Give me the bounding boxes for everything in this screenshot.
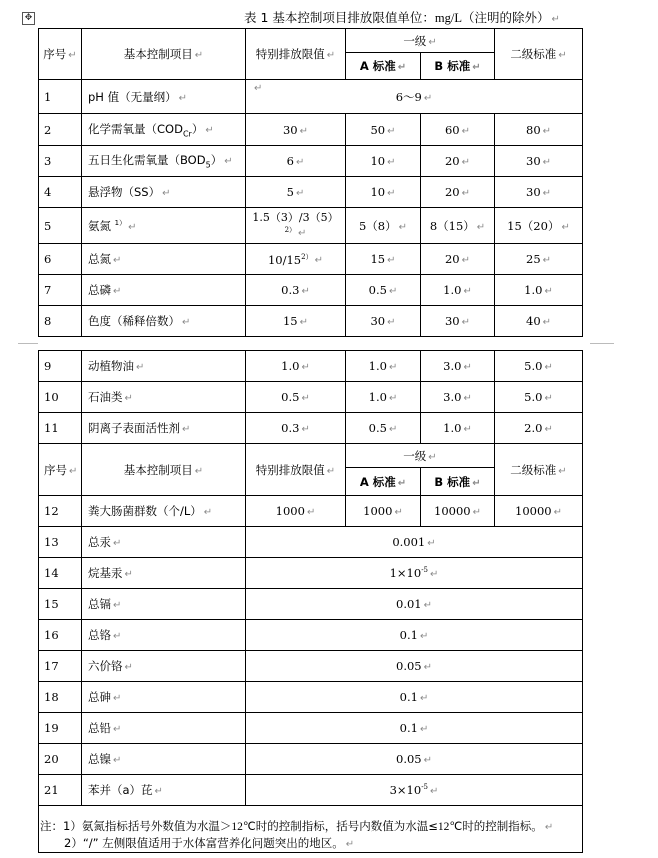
- table-row: [39, 713, 583, 744]
- paragraph-mark-icon: ↵: [387, 188, 396, 199]
- b-standard-value: 3.0 ↵: [421, 382, 495, 413]
- second-grade-value: 80 ↵: [495, 114, 583, 146]
- row-number: 1: [39, 80, 82, 114]
- item-name: 总汞 ↵: [82, 527, 246, 558]
- row-number: 21: [39, 775, 82, 806]
- paragraph-mark-icon: ↵: [68, 50, 77, 61]
- paragraph-mark-icon: ↵: [387, 317, 396, 328]
- paragraph-mark-icon: ↵: [69, 465, 78, 477]
- note-line-1: 注：1）氨氮指标括号外数值为水温＞12℃时的控制指标，括号内数值为水温≤12℃时的控制指标。 ↵: [40, 819, 554, 833]
- a-standard-value: 15 ↵: [346, 244, 421, 275]
- merged-limit-value: 0.05 ↵: [246, 744, 583, 775]
- paragraph-mark-icon: ↵: [254, 83, 263, 94]
- special-limit-value: $10/15^{2)}$ ↵: [246, 244, 346, 275]
- paragraph-mark-icon: ↵: [544, 822, 554, 833]
- table-row: [39, 589, 583, 620]
- paragraph-mark-icon: ↵: [154, 786, 163, 797]
- header-item: 基本控制项目 ↵: [82, 29, 246, 80]
- table-row: [39, 306, 583, 337]
- item-name: 总磷 ↵: [82, 275, 246, 306]
- paragraph-mark-icon: ↵: [113, 631, 122, 642]
- b-standard-value: 3.0 ↵: [421, 351, 495, 382]
- table-row: [39, 558, 583, 589]
- paragraph-mark-icon: ↵: [128, 221, 137, 233]
- paragraph-mark-icon: ↵: [461, 255, 471, 266]
- page-break-line: [18, 343, 38, 344]
- row-number: 15: [39, 589, 82, 620]
- row-number: 12: [39, 496, 82, 527]
- table-row: [39, 413, 583, 444]
- paragraph-mark-icon: ↵: [203, 507, 213, 518]
- paragraph-mark-icon: ↵: [394, 507, 403, 518]
- paragraph-mark-icon: ↵: [472, 507, 481, 518]
- title-note: （注明的除外）: [462, 10, 550, 25]
- a-standard-value: 10 ↵: [346, 177, 421, 208]
- row-number: 17: [39, 651, 82, 682]
- special-limit-value: 0.3 ↵: [246, 413, 346, 444]
- table-move-icon[interactable]: ✥: [22, 12, 35, 25]
- paragraph-mark-icon: ↵: [476, 221, 486, 233]
- header-seq: 序号 ↵: [39, 444, 82, 496]
- a-standard-value: 1.0 ↵: [346, 351, 421, 382]
- header-first-grade: 一级 ↵: [346, 444, 495, 468]
- table-row: [39, 744, 583, 775]
- row-number: 13: [39, 527, 82, 558]
- paragraph-mark-icon: ↵: [544, 424, 553, 435]
- paragraph-mark-icon: ↵: [295, 157, 305, 168]
- a-standard-value: 50 ↵: [346, 114, 421, 146]
- paragraph-mark-icon: ↵: [461, 188, 471, 199]
- paragraph-mark-icon: ↵: [428, 36, 437, 48]
- paragraph-mark-icon: ↵: [472, 477, 481, 489]
- item-name: 苯并（a）芘 ↵: [82, 775, 246, 806]
- row-number: 16: [39, 620, 82, 651]
- a-standard-value: 0.5 ↵: [346, 275, 421, 306]
- table-row: [39, 146, 583, 177]
- merged-limit-value: 0.01 ↵: [246, 589, 583, 620]
- paragraph-mark-icon: ↵: [544, 393, 553, 404]
- merged-limit-value: 0.05 ↵: [246, 651, 583, 682]
- special-limit-value: 15 ↵: [246, 306, 346, 337]
- header-seq: 序号 ↵: [39, 29, 82, 80]
- paragraph-mark-icon: ↵: [544, 286, 553, 297]
- paragraph-mark-icon: ↵: [419, 631, 429, 642]
- paragraph-mark-icon: ↵: [542, 157, 552, 168]
- row-number: 6: [39, 244, 82, 275]
- header-b-standard: B 标准 ↵: [421, 53, 495, 80]
- paragraph-mark-icon: ↵: [388, 362, 398, 373]
- paragraph-mark-icon: ↵: [387, 125, 396, 137]
- a-standard-value: 30 ↵: [346, 306, 421, 337]
- paragraph-mark-icon: ↵: [194, 465, 204, 477]
- b-standard-value: 30 ↵: [421, 306, 495, 337]
- item-name: 六价铬 ↵: [82, 651, 246, 682]
- a-standard-value: 0.5 ↵: [346, 413, 421, 444]
- paragraph-mark-icon: ↵: [387, 157, 396, 168]
- table-row: [39, 775, 583, 806]
- row-number: 7: [39, 275, 82, 306]
- second-grade-value: 30 ↵: [495, 177, 583, 208]
- paragraph-mark-icon: ↵: [124, 662, 133, 673]
- item-name: 总氮 ↵: [82, 244, 246, 275]
- header-item: 基本控制项目 ↵: [82, 444, 246, 496]
- header-special: 特别排放限值 ↵: [246, 29, 346, 80]
- item-name: 阴离子表面活性剂 ↵: [82, 413, 246, 444]
- paragraph-mark-icon: ↵: [542, 188, 552, 199]
- paragraph-mark-icon: ↵: [423, 755, 432, 766]
- paragraph-mark-icon: ↵: [428, 451, 437, 463]
- limits-table-part2: [38, 350, 583, 853]
- second-grade-value: 1.0 ↵: [495, 275, 583, 306]
- row-number: 11: [39, 413, 82, 444]
- paragraph-mark-icon: ↵: [463, 286, 472, 297]
- paragraph-mark-icon: ↵: [345, 839, 355, 850]
- paragraph-mark-icon: ↵: [423, 662, 432, 673]
- row-number: 2: [39, 114, 82, 146]
- paragraph-mark-icon: ↵: [430, 569, 439, 580]
- paragraph-mark-icon: ↵: [113, 755, 122, 766]
- paragraph-mark-icon: ↵: [301, 393, 310, 404]
- merged-limit-value: $3\times 10^{-5}$ ↵: [246, 775, 583, 806]
- paragraph-mark-icon: ↵: [542, 255, 552, 266]
- paragraph-mark-icon: ↵: [463, 424, 472, 435]
- second-grade-value: 5.0 ↵: [495, 382, 583, 413]
- item-name: 悬浮物（SS） ↵: [82, 177, 246, 208]
- paragraph-mark-icon: ↵: [397, 62, 407, 73]
- paragraph-mark-icon: ↵: [397, 477, 407, 489]
- row-number: 3: [39, 146, 82, 177]
- row-number: 9: [39, 351, 82, 382]
- header-special: 特别排放限值 ↵: [246, 444, 346, 496]
- paragraph-mark-icon: ↵: [542, 317, 552, 328]
- row-number: 8: [39, 306, 82, 337]
- paragraph-mark-icon: ↵: [326, 50, 336, 61]
- paragraph-mark-icon: ↵: [553, 507, 562, 518]
- row-number: 5: [39, 208, 82, 244]
- paragraph-mark-icon: ↵: [113, 538, 122, 549]
- header-second-grade: 二级标准 ↵: [495, 444, 583, 496]
- merged-limit-value: ↵ 6～9 ↵: [246, 80, 583, 114]
- item-name: 动植物油 ↵: [82, 351, 246, 382]
- item-name: 烷基汞 ↵: [82, 558, 246, 589]
- special-limit-value: 6 ↵: [246, 146, 346, 177]
- item-name: 总镍 ↵: [82, 744, 246, 775]
- table-row: [39, 382, 583, 413]
- paragraph-mark-icon: ↵: [295, 188, 305, 199]
- paragraph-mark-icon: ↵: [301, 286, 310, 297]
- limits-table-part1: [38, 28, 583, 337]
- row-number: 10: [39, 382, 82, 413]
- paragraph-mark-icon: ↵: [182, 424, 191, 435]
- paragraph-mark-icon: ↵: [136, 362, 145, 373]
- a-standard-value: 5（8） ↵: [346, 208, 421, 244]
- table-row: [39, 620, 583, 651]
- item-name: 化学需氧量$(COD_{Cr})$ ↵: [82, 114, 246, 146]
- paragraph-mark-icon: ↵: [430, 786, 439, 797]
- header-b-standard: B 标准 ↵: [421, 468, 495, 496]
- paragraph-mark-icon: ↵: [298, 228, 307, 240]
- second-grade-value: 2.0 ↵: [495, 413, 583, 444]
- row-number: 20: [39, 744, 82, 775]
- special-limit-value: 1.0 ↵: [246, 351, 346, 382]
- second-grade-value: 5.0 ↵: [495, 351, 583, 382]
- paragraph-mark-icon: ↵: [182, 317, 191, 328]
- row-number: 4: [39, 177, 82, 208]
- second-grade-value: 30 ↵: [495, 146, 583, 177]
- b-standard-value: 20 ↵: [421, 177, 495, 208]
- special-limit-value: 5 ↵: [246, 177, 346, 208]
- b-standard-value: 60 ↵: [421, 114, 495, 146]
- paragraph-mark-icon: ↵: [423, 92, 433, 104]
- paragraph-mark-icon: ↵: [423, 600, 432, 611]
- item-name: 总铬 ↵: [82, 620, 246, 651]
- page-break-line: [590, 343, 614, 344]
- paragraph-mark-icon: ↵: [551, 14, 560, 25]
- b-standard-value: 10000 ↵: [421, 496, 495, 527]
- table-row: [39, 114, 583, 146]
- b-standard-value: 8（15） ↵: [421, 208, 495, 244]
- header-a-standard: A 标准 ↵: [346, 53, 421, 80]
- second-grade-value: 15（20） ↵: [495, 208, 583, 244]
- paragraph-mark-icon: ↵: [113, 724, 122, 735]
- paragraph-mark-icon: ↵: [419, 724, 429, 735]
- table-row: [39, 527, 583, 558]
- special-limit-value: 1000 ↵: [246, 496, 346, 527]
- title-label: 表 1 基本控制项目排放限值单位：: [244, 10, 435, 25]
- paragraph-mark-icon: ↵: [461, 125, 471, 137]
- item-name: pH 值（无量纲） ↵: [82, 80, 246, 114]
- merged-limit-value: 0.1 ↵: [246, 682, 583, 713]
- merged-limit-value: 0.1 ↵: [246, 620, 583, 651]
- paragraph-mark-icon: ↵: [472, 62, 481, 73]
- paragraph-mark-icon: ↵: [205, 124, 214, 136]
- item-name: 石油类 ↵: [82, 382, 246, 413]
- paragraph-mark-icon: ↵: [544, 362, 553, 373]
- row-number: 18: [39, 682, 82, 713]
- paragraph-mark-icon: ↵: [299, 125, 309, 137]
- second-grade-value: 40 ↵: [495, 306, 583, 337]
- paragraph-mark-icon: ↵: [113, 255, 122, 266]
- table-row: [39, 351, 583, 382]
- title-unit: mg/L: [434, 11, 462, 25]
- paragraph-mark-icon: ↵: [461, 157, 471, 168]
- paragraph-mark-icon: ↵: [306, 507, 316, 518]
- b-standard-value: 1.0 ↵: [421, 275, 495, 306]
- paragraph-mark-icon: ↵: [113, 693, 122, 704]
- merged-limit-value: $1\times 10^{-5}$ ↵: [246, 558, 583, 589]
- special-limit-value: 0.5 ↵: [246, 382, 346, 413]
- paragraph-mark-icon: ↵: [427, 538, 436, 549]
- table-row: [39, 208, 583, 244]
- item-name: 总砷 ↵: [82, 682, 246, 713]
- table-row: [39, 177, 583, 208]
- header-second-grade: 二级标准 ↵: [495, 29, 583, 80]
- paragraph-mark-icon: ↵: [463, 393, 472, 404]
- table-row: [39, 275, 583, 306]
- paragraph-mark-icon: ↵: [178, 92, 187, 104]
- table-row: [39, 682, 583, 713]
- special-limit-value: 1.5（3）/3（5） $^{2)}$ ↵: [246, 208, 346, 244]
- second-grade-value: 25 ↵: [495, 244, 583, 275]
- item-name: 五日生化需氧量$(BOD_5)$ ↵: [82, 146, 246, 177]
- second-grade-value: 10000 ↵: [495, 496, 583, 527]
- note-line-2: 2）“/” 左侧限值适用于水体富营养化问题突出的地区。 ↵: [64, 836, 355, 850]
- paragraph-mark-icon: ↵: [314, 255, 323, 267]
- paragraph-mark-icon: ↵: [326, 465, 336, 477]
- paragraph-mark-icon: ↵: [558, 50, 567, 61]
- paragraph-mark-icon: ↵: [419, 693, 429, 704]
- paragraph-mark-icon: ↵: [388, 424, 398, 435]
- paragraph-mark-icon: ↵: [224, 156, 233, 168]
- row-number: 14: [39, 558, 82, 589]
- table-title: [244, 8, 560, 26]
- paragraph-mark-icon: ↵: [558, 465, 567, 477]
- a-standard-value: 1000 ↵: [346, 496, 421, 527]
- paragraph-mark-icon: ↵: [461, 317, 471, 328]
- item-name: 总铅 ↵: [82, 713, 246, 744]
- table-row: [39, 651, 583, 682]
- paragraph-mark-icon: ↵: [124, 393, 133, 404]
- table-row: [39, 244, 583, 275]
- paragraph-mark-icon: ↵: [113, 600, 122, 611]
- b-standard-value: 1.0 ↵: [421, 413, 495, 444]
- table-row: [39, 496, 583, 527]
- special-limit-value: 30 ↵: [246, 114, 346, 146]
- paragraph-mark-icon: ↵: [463, 362, 472, 373]
- item-name: 氨氮 $^{1)}$ ↵: [82, 208, 246, 244]
- paragraph-mark-icon: ↵: [124, 569, 133, 580]
- paragraph-mark-icon: ↵: [194, 50, 204, 61]
- paragraph-mark-icon: ↵: [542, 125, 552, 137]
- table-row: [39, 80, 583, 114]
- row-number: 19: [39, 713, 82, 744]
- paragraph-mark-icon: ↵: [162, 188, 171, 199]
- item-name: 粪大肠菌群数（个/L） ↵: [82, 496, 246, 527]
- paragraph-mark-icon: ↵: [388, 286, 398, 297]
- paragraph-mark-icon: ↵: [561, 221, 570, 233]
- paragraph-mark-icon: ↵: [388, 393, 398, 404]
- paragraph-mark-icon: ↵: [301, 362, 310, 373]
- item-name: 总镉 ↵: [82, 589, 246, 620]
- b-standard-value: 20 ↵: [421, 244, 495, 275]
- merged-limit-value: 0.1 ↵: [246, 713, 583, 744]
- a-standard-value: 10 ↵: [346, 146, 421, 177]
- merged-limit-value: 0.001 ↵: [246, 527, 583, 558]
- header-a-standard: A 标准 ↵: [346, 468, 421, 496]
- header-first-grade: 一级 ↵: [346, 29, 495, 53]
- a-standard-value: 1.0 ↵: [346, 382, 421, 413]
- paragraph-mark-icon: ↵: [387, 255, 396, 266]
- paragraph-mark-icon: ↵: [301, 424, 310, 435]
- b-standard-value: 20 ↵: [421, 146, 495, 177]
- item-name: 色度（稀释倍数） ↵: [82, 306, 246, 337]
- paragraph-mark-icon: ↵: [299, 317, 309, 328]
- paragraph-mark-icon: ↵: [113, 286, 122, 297]
- special-limit-value: 0.3 ↵: [246, 275, 346, 306]
- paragraph-mark-icon: ↵: [398, 221, 408, 233]
